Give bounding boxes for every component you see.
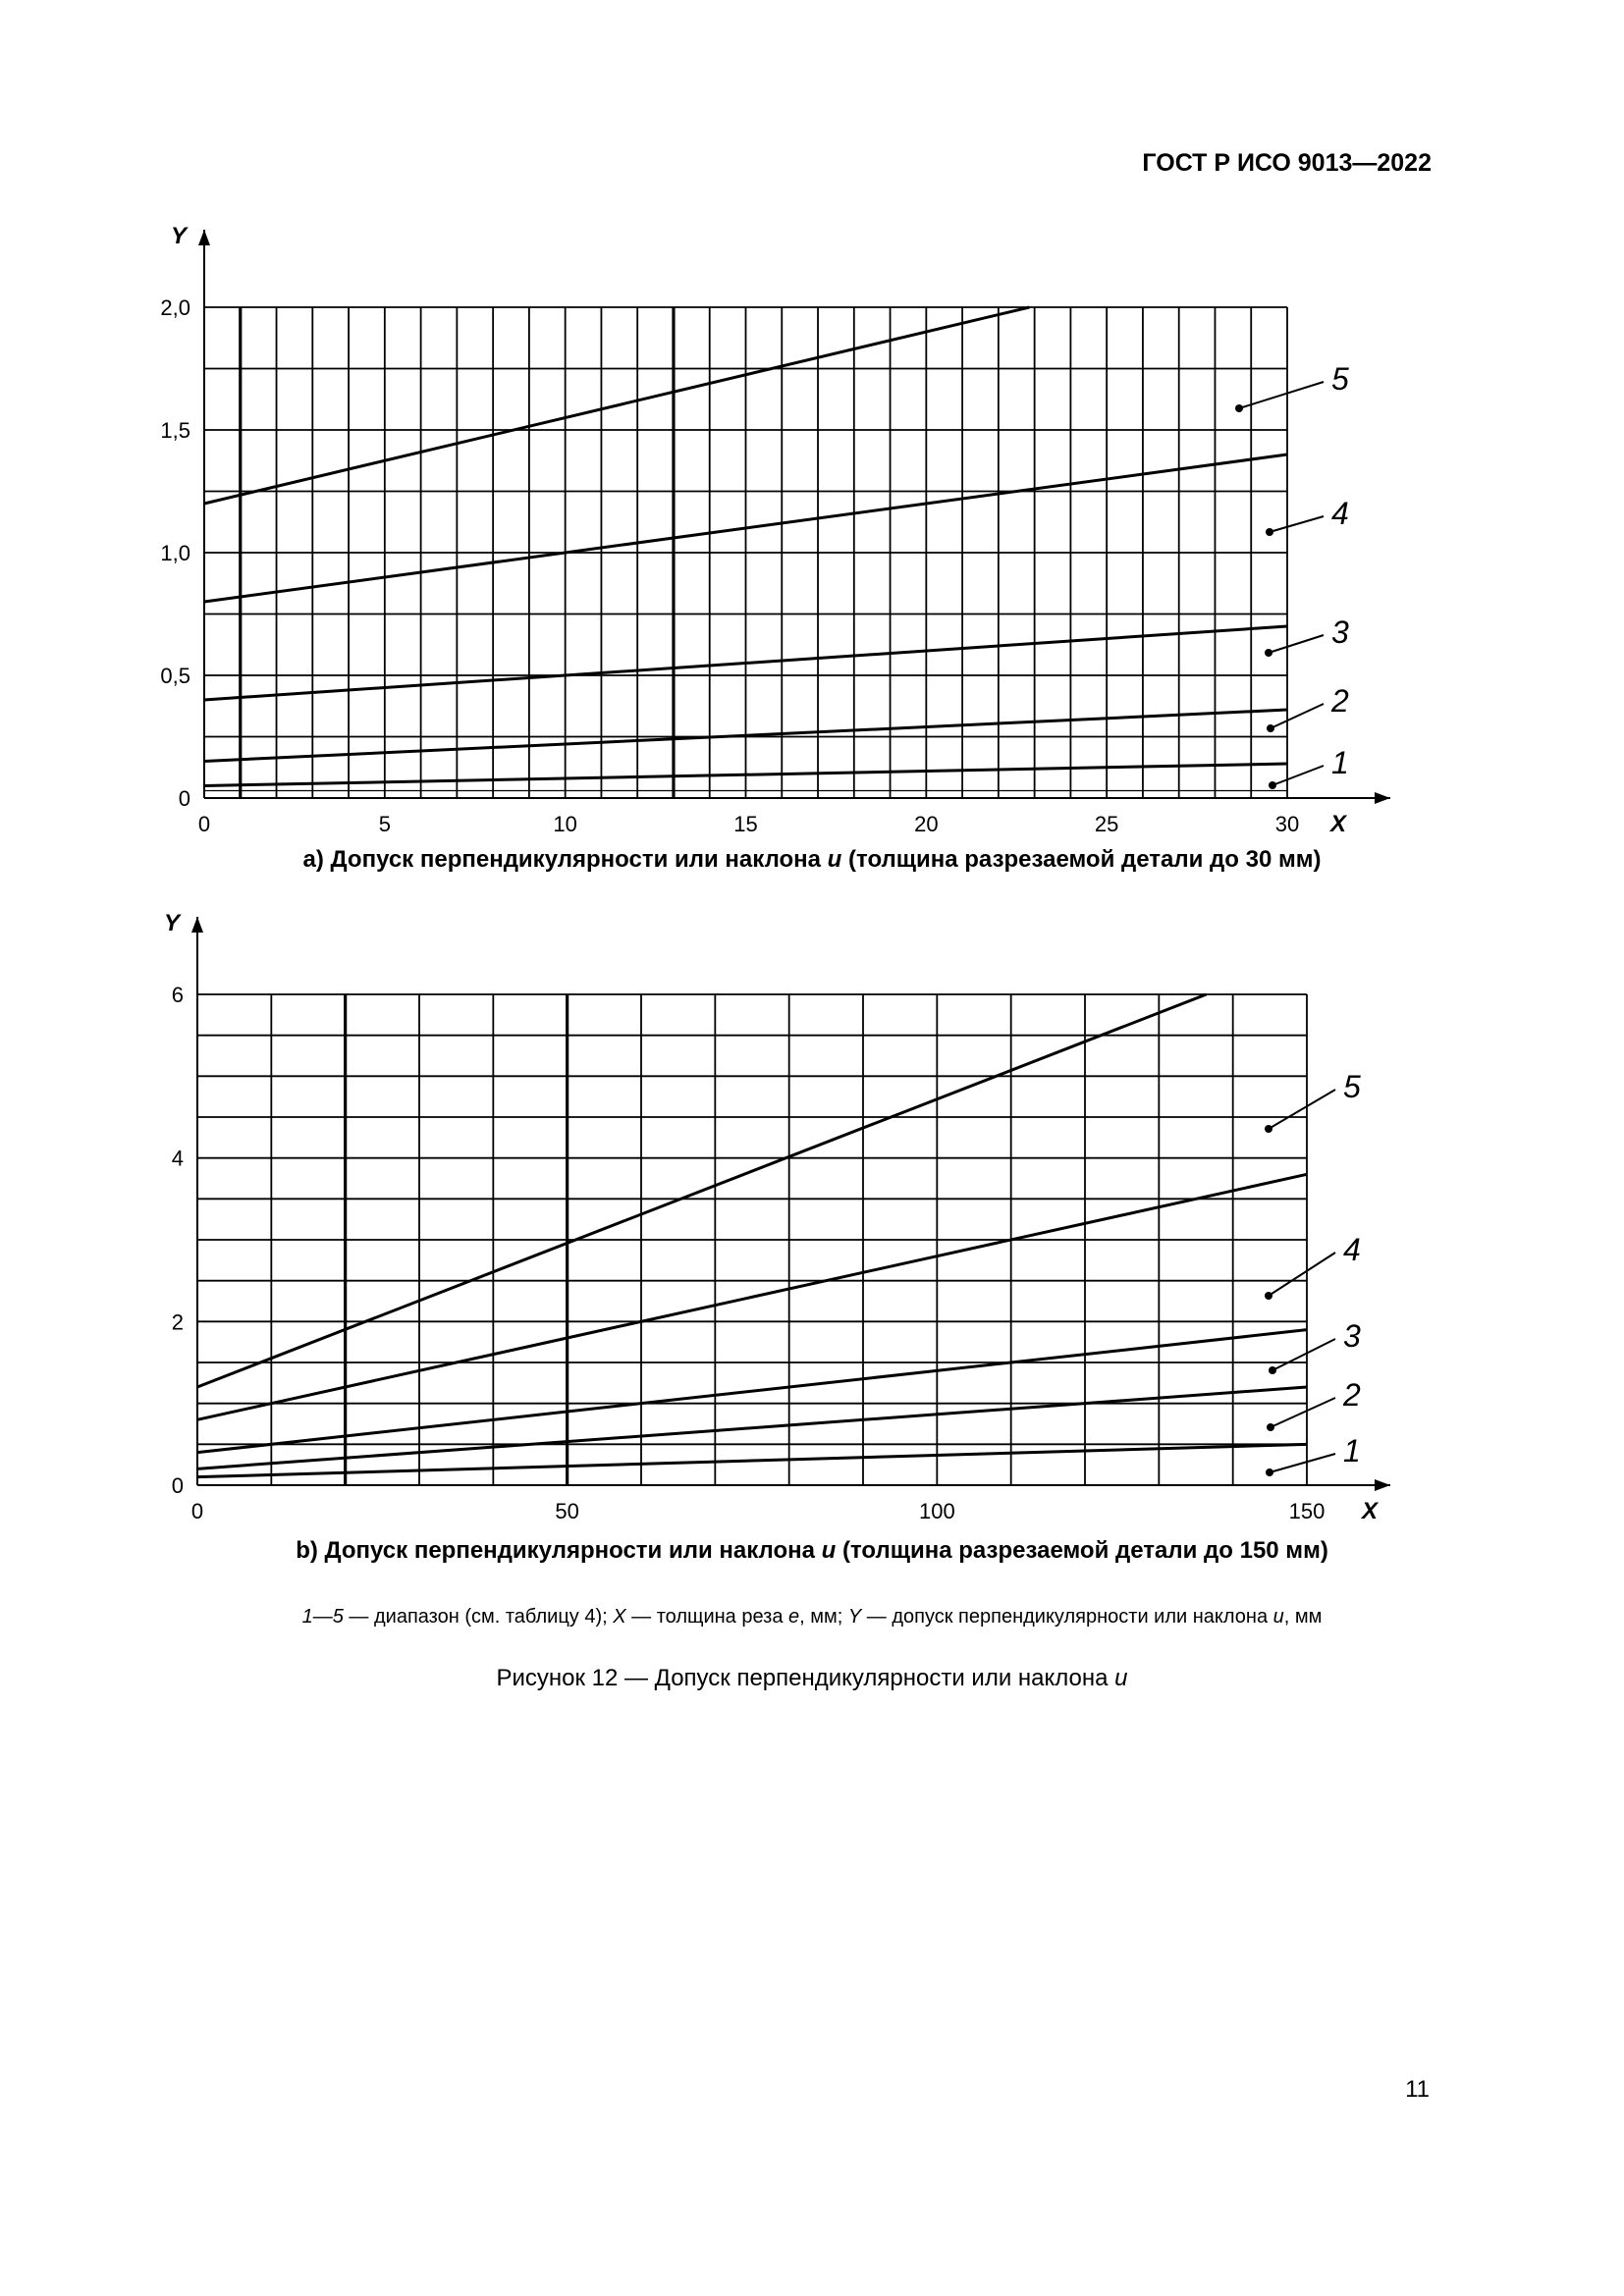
y-axis-label: Y <box>171 223 188 249</box>
series-label-5: 5 <box>1331 361 1349 397</box>
series-marker-leader <box>1269 1253 1335 1296</box>
x-axis-label: X <box>1330 811 1347 837</box>
series-label-5: 5 <box>1343 1069 1361 1104</box>
series-label-1: 1 <box>1331 745 1349 780</box>
y-axis-label: Y <box>164 910 181 936</box>
y-tick-label: 2 <box>171 1309 184 1335</box>
series-marker-leader <box>1269 1090 1335 1129</box>
series-marker-leader <box>1271 704 1324 728</box>
x-tick-label: 0 <box>190 1499 204 1523</box>
chart-a-caption: a) Допуск перпендикулярности или наклона u (толщина разрезаемой детали до 30 мм) <box>302 846 1322 873</box>
x-tick-label: 25 <box>1094 812 1119 836</box>
series-line-5 <box>204 307 1029 504</box>
x-tick-label: 5 <box>378 812 391 836</box>
y-tick-label: 0 <box>178 786 190 811</box>
series-line-1 <box>197 1444 1307 1476</box>
y-tick-label: 4 <box>171 1146 184 1171</box>
x-tick-label: 15 <box>733 812 758 836</box>
series-label-2: 2 <box>1343 1377 1361 1413</box>
chart-b <box>0 903 1624 1551</box>
series-marker-leader <box>1272 766 1324 785</box>
series-line-2 <box>197 1387 1307 1468</box>
y-axis-arrow <box>191 917 203 933</box>
x-axis-arrow <box>1375 1479 1390 1491</box>
x-axis-label: X <box>1362 1498 1379 1524</box>
x-tick-label: 10 <box>553 812 577 836</box>
series-label-2: 2 <box>1331 683 1349 719</box>
x-tick-label: 20 <box>914 812 939 836</box>
y-tick-label: 1,5 <box>160 418 190 443</box>
y-tick-label: 6 <box>171 983 184 1007</box>
x-tick-label: 100 <box>918 1499 955 1523</box>
series-label-4: 4 <box>1343 1232 1361 1267</box>
series-line-5 <box>197 994 1207 1387</box>
series-marker-leader <box>1270 516 1324 532</box>
series-marker-leader <box>1271 1398 1335 1427</box>
x-tick-label: 30 <box>1274 812 1300 836</box>
y-axis-arrow <box>198 230 210 245</box>
y-tick-label: 1,0 <box>160 541 190 565</box>
page-number: 11 <box>1405 2076 1430 2103</box>
y-tick-label: 0 <box>171 1473 184 1498</box>
series-line-3 <box>197 1330 1307 1453</box>
y-tick-label: 0,5 <box>160 664 190 688</box>
x-tick-label: 50 <box>555 1499 579 1523</box>
x-axis-arrow <box>1375 792 1390 804</box>
chart-a <box>0 216 1624 864</box>
y-tick-label: 2,0 <box>160 295 190 320</box>
x-tick-label: 150 <box>1288 1499 1326 1523</box>
chart-b-caption: b) Допуск перпендикулярности или наклона u (толщина разрезаемой детали до 150 мм) <box>296 1537 1328 1564</box>
series-label-3: 3 <box>1343 1318 1361 1354</box>
legend-note: 1—5 — диапазон (см. таблицу 4); X — толщина реза e, мм; Y — допуск перпендикулярности или наклона u, мм <box>301 1606 1323 1628</box>
series-label-1: 1 <box>1343 1433 1361 1468</box>
series-line-4 <box>197 1174 1307 1419</box>
x-tick-label: 0 <box>197 812 211 836</box>
series-marker-leader <box>1269 635 1324 653</box>
document-id: ГОСТ Р ИСО 9013—2022 <box>1142 149 1432 177</box>
series-marker-leader <box>1270 1454 1335 1472</box>
series-marker-leader <box>1272 1339 1335 1370</box>
figure-title: Рисунок 12 — Допуск перпендикулярности или наклона u <box>496 1665 1128 1691</box>
series-label-4: 4 <box>1331 496 1349 531</box>
series-label-3: 3 <box>1331 614 1349 650</box>
